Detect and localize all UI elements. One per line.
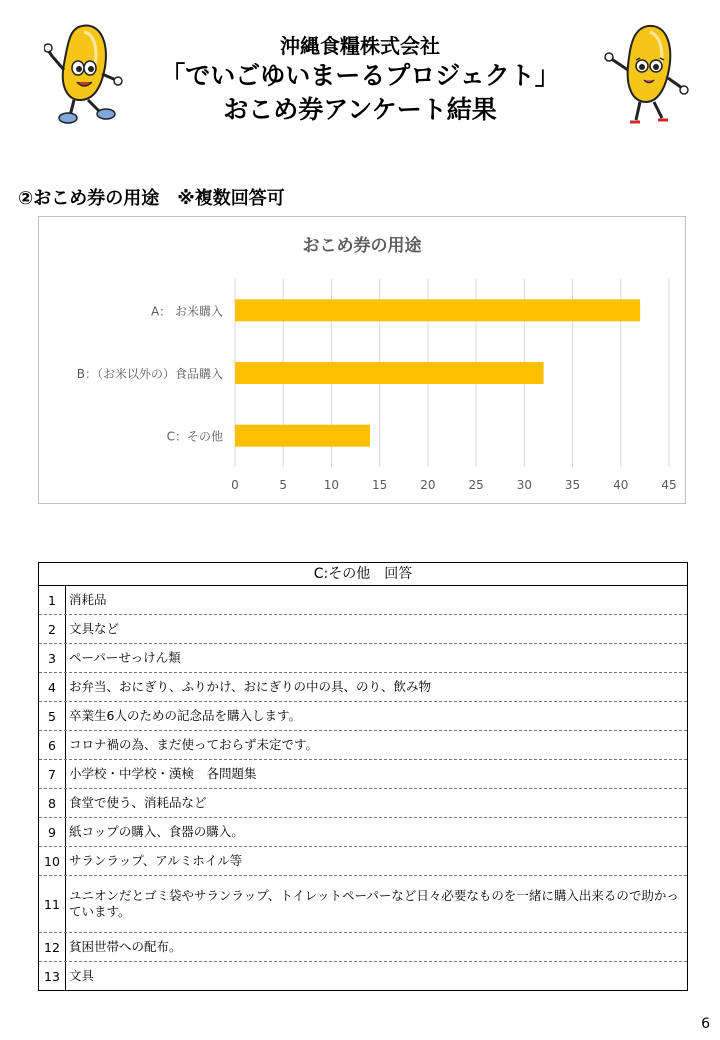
category-label: B：（お米以外の）食品購入 xyxy=(76,367,223,381)
row-number: 10 xyxy=(39,847,66,875)
table-row xyxy=(39,586,687,615)
row-answer: 文具など xyxy=(69,621,120,636)
row-number: 12 xyxy=(39,933,66,961)
row-answer: 小学校・中学校・漢検 各問題集 xyxy=(69,766,257,781)
row-answer: お弁当、おにぎり、ふりかけ、おにぎりの中の具、のり、飲み物 xyxy=(69,679,432,694)
x-tick-label: 35 xyxy=(564,478,581,492)
table-row xyxy=(39,933,687,962)
x-tick-label: 40 xyxy=(613,478,629,492)
bar xyxy=(235,362,544,384)
table-row xyxy=(39,615,687,644)
row-number: 9 xyxy=(39,818,66,846)
row-answer: 紙コップの購入、食器の購入。 xyxy=(69,824,244,839)
row-number: 6 xyxy=(39,731,66,759)
row-number: 4 xyxy=(39,673,66,701)
other-answers-table xyxy=(38,562,688,991)
row-answer: 消耗品 xyxy=(69,592,107,607)
x-tick-label: 45 xyxy=(661,478,677,492)
table-row xyxy=(39,818,687,847)
page-number: 6 xyxy=(701,1016,710,1032)
bar xyxy=(235,425,370,447)
row-number: 7 xyxy=(39,760,66,788)
row-number: 3 xyxy=(39,644,66,672)
table-row xyxy=(39,847,687,876)
x-tick-label: 25 xyxy=(468,478,484,492)
row-number: 5 xyxy=(39,702,66,730)
row-answer: 食堂で使う、消耗品など xyxy=(69,795,207,810)
x-tick-label: 10 xyxy=(323,478,340,492)
row-number: 2 xyxy=(39,615,66,643)
x-tick-label: 5 xyxy=(279,478,288,492)
chart-title: おこめ券の用途 xyxy=(302,236,422,256)
row-answer: 卒業生6人のための記念品を購入します。 xyxy=(69,708,301,723)
table-row xyxy=(39,673,687,702)
row-answer: コロナ禍の為、まだ使っておらず未定です。 xyxy=(69,737,319,752)
row-answer: ペーパーせっけん類 xyxy=(69,650,181,665)
table-body xyxy=(39,586,687,990)
category-label: A： お米購入 xyxy=(150,304,223,319)
table-row xyxy=(39,702,687,731)
table-title: C:その他 回答 xyxy=(39,563,687,586)
row-answer: サランラップ、アルミホイル等 xyxy=(69,853,243,868)
x-tick-label: 15 xyxy=(372,478,388,492)
x-tick-label: 0 xyxy=(231,478,239,492)
page-title: おこめ券アンケート結果 xyxy=(223,95,497,124)
category-label: C：その他 xyxy=(166,429,223,444)
row-answer: 貧困世帯への配布。 xyxy=(69,939,182,954)
row-number: 8 xyxy=(39,789,66,817)
row-answer: 文具 xyxy=(69,968,95,983)
x-tick-label: 20 xyxy=(420,478,436,492)
usage-bar-chart xyxy=(38,216,686,504)
row-number: 13 xyxy=(39,962,66,990)
table-row xyxy=(39,644,687,673)
project-title: 「でいごゆいまーるプロジェクト」 xyxy=(160,61,560,90)
company-name: 沖縄食糧株式会社 xyxy=(280,34,440,58)
table-row xyxy=(39,876,687,933)
x-tick-label: 30 xyxy=(516,478,532,492)
table-row xyxy=(39,760,687,789)
table-row xyxy=(39,962,687,990)
chart-canvas xyxy=(39,217,685,503)
bar xyxy=(235,299,640,321)
row-number: 1 xyxy=(39,586,66,614)
table-row xyxy=(39,731,687,760)
section-heading: ②おこめ券の用途 ※複数回答可 xyxy=(18,188,285,209)
row-number: 11 xyxy=(39,876,66,932)
row-answer: ユニオンだとゴミ袋やサランラップ、トイレットペーパーなど日々必要なものを一緒に購入出来るので助かっています。 xyxy=(69,888,679,919)
table-row xyxy=(39,789,687,818)
